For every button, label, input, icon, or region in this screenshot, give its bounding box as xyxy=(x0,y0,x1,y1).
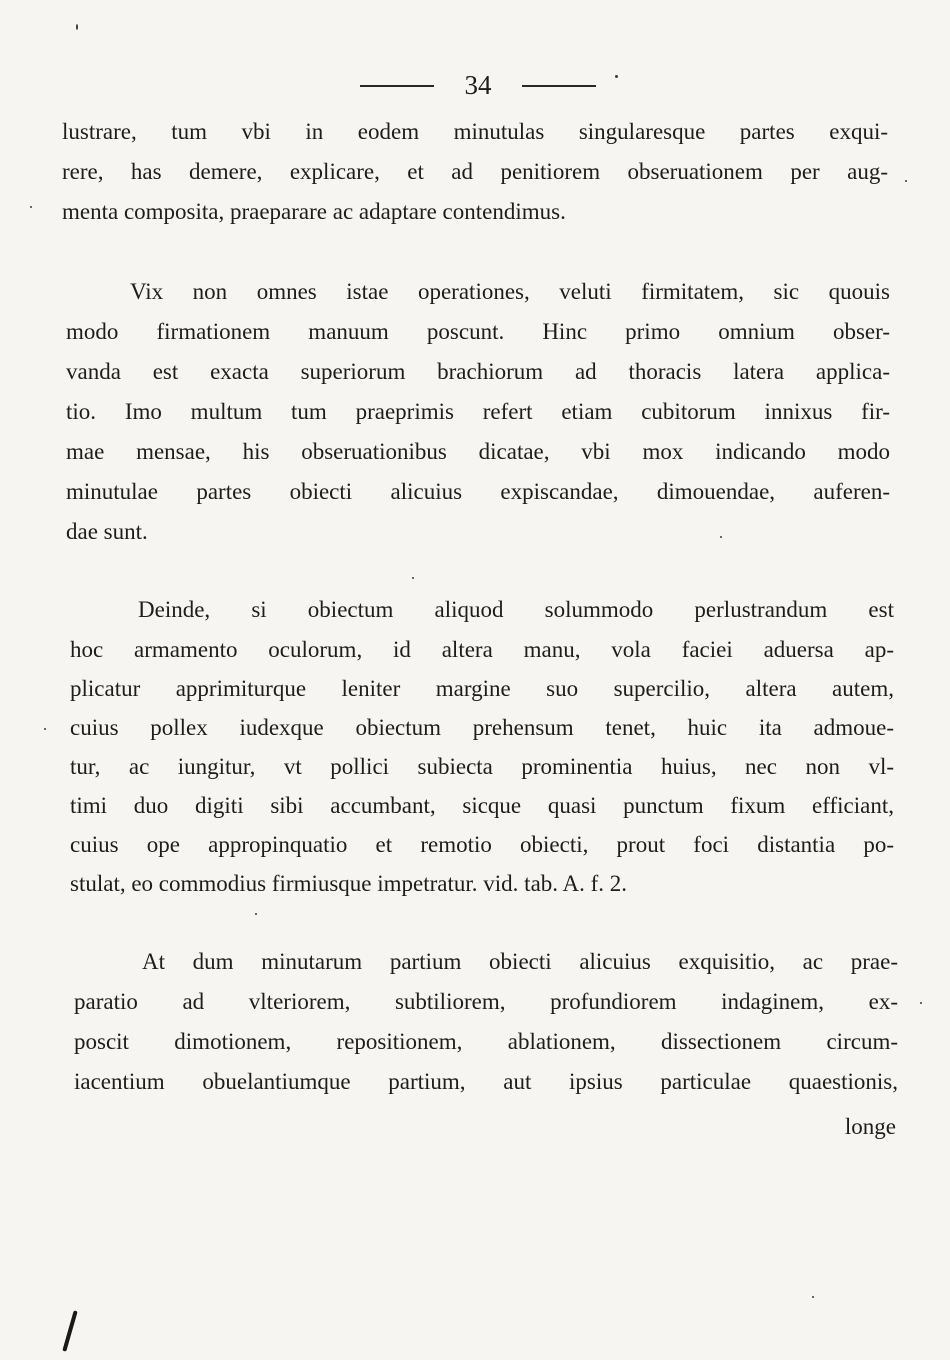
text-line: stulat, eo commodius firmiusque impetratur. vid. tab. A. f. 2. xyxy=(70,871,628,896)
text-line: dae sunt. xyxy=(66,519,148,544)
text-line: vanda est exacta superiorum brachiorum ad thoracis latera applica- xyxy=(66,359,890,384)
page-header xyxy=(0,66,950,106)
text-line: hoc armamento oculorum, id altera manu, vola faciei aduersa ap- xyxy=(70,637,894,662)
text-line: menta composita, praeparare ac adaptare contendimus. xyxy=(62,199,566,224)
text-line: plicatur apprimiturque leniter margine suo supercilio, altera autem, xyxy=(70,676,894,701)
page-number: 34 xyxy=(464,70,492,100)
text-line: paratio ad vlteriorem, subtiliorem, profundiorem indaginem, ex- xyxy=(74,989,898,1014)
text-line: iacentium obuelantiumque partium, aut ipsius particulae quaestionis, xyxy=(74,1069,898,1094)
catchword: longe xyxy=(844,1114,896,1139)
text-line: Vix non omnes istae operationes, veluti firmitatem, sic quouis xyxy=(130,279,890,304)
text-line: minutulae partes obiecti alicuius expiscandae, dimouendae, auferen- xyxy=(66,479,890,504)
text-line: tur, ac iungitur, vt pollici subiecta prominentia huius, nec non vl- xyxy=(70,754,894,779)
text-line: cuius pollex iudexque obiectum prehensum tenet, huic ita admoue- xyxy=(70,715,894,740)
text-line: poscit dimotionem, repositionem, ablationem, dissectionem circum- xyxy=(74,1029,898,1054)
text-line: timi duo digiti sibi accumbant, sicque quasi punctum fixum efficiant, xyxy=(70,793,894,818)
text-line: modo firmationem manuum poscunt. Hinc primo omnium obser- xyxy=(66,319,890,344)
text-line: rere, has demere, explicare, et ad penitiorem obseruationem per aug- xyxy=(62,159,888,184)
header-rule-right xyxy=(522,85,596,87)
header-rule-left xyxy=(360,85,434,87)
text-line: At dum minutarum partium obiecti alicuius exquisitio, ac prae- xyxy=(142,949,898,974)
text-line: tio. Imo multum tum praeprimis refert etiam cubitorum innixus fir- xyxy=(66,399,890,424)
ink-mark xyxy=(62,1310,77,1351)
text-line: Deinde, si obiectum aliquod solummodo perlustrandum est xyxy=(138,597,894,622)
text-line: lustrare, tum vbi in eodem minutulas singularesque partes exqui- xyxy=(62,119,888,144)
text-line: cuius ope appropinquatio et remotio obiecti, prout foci distantia po- xyxy=(70,832,894,857)
text-line: mae mensae, his obseruationibus dicatae, vbi mox indicando modo xyxy=(66,439,890,464)
